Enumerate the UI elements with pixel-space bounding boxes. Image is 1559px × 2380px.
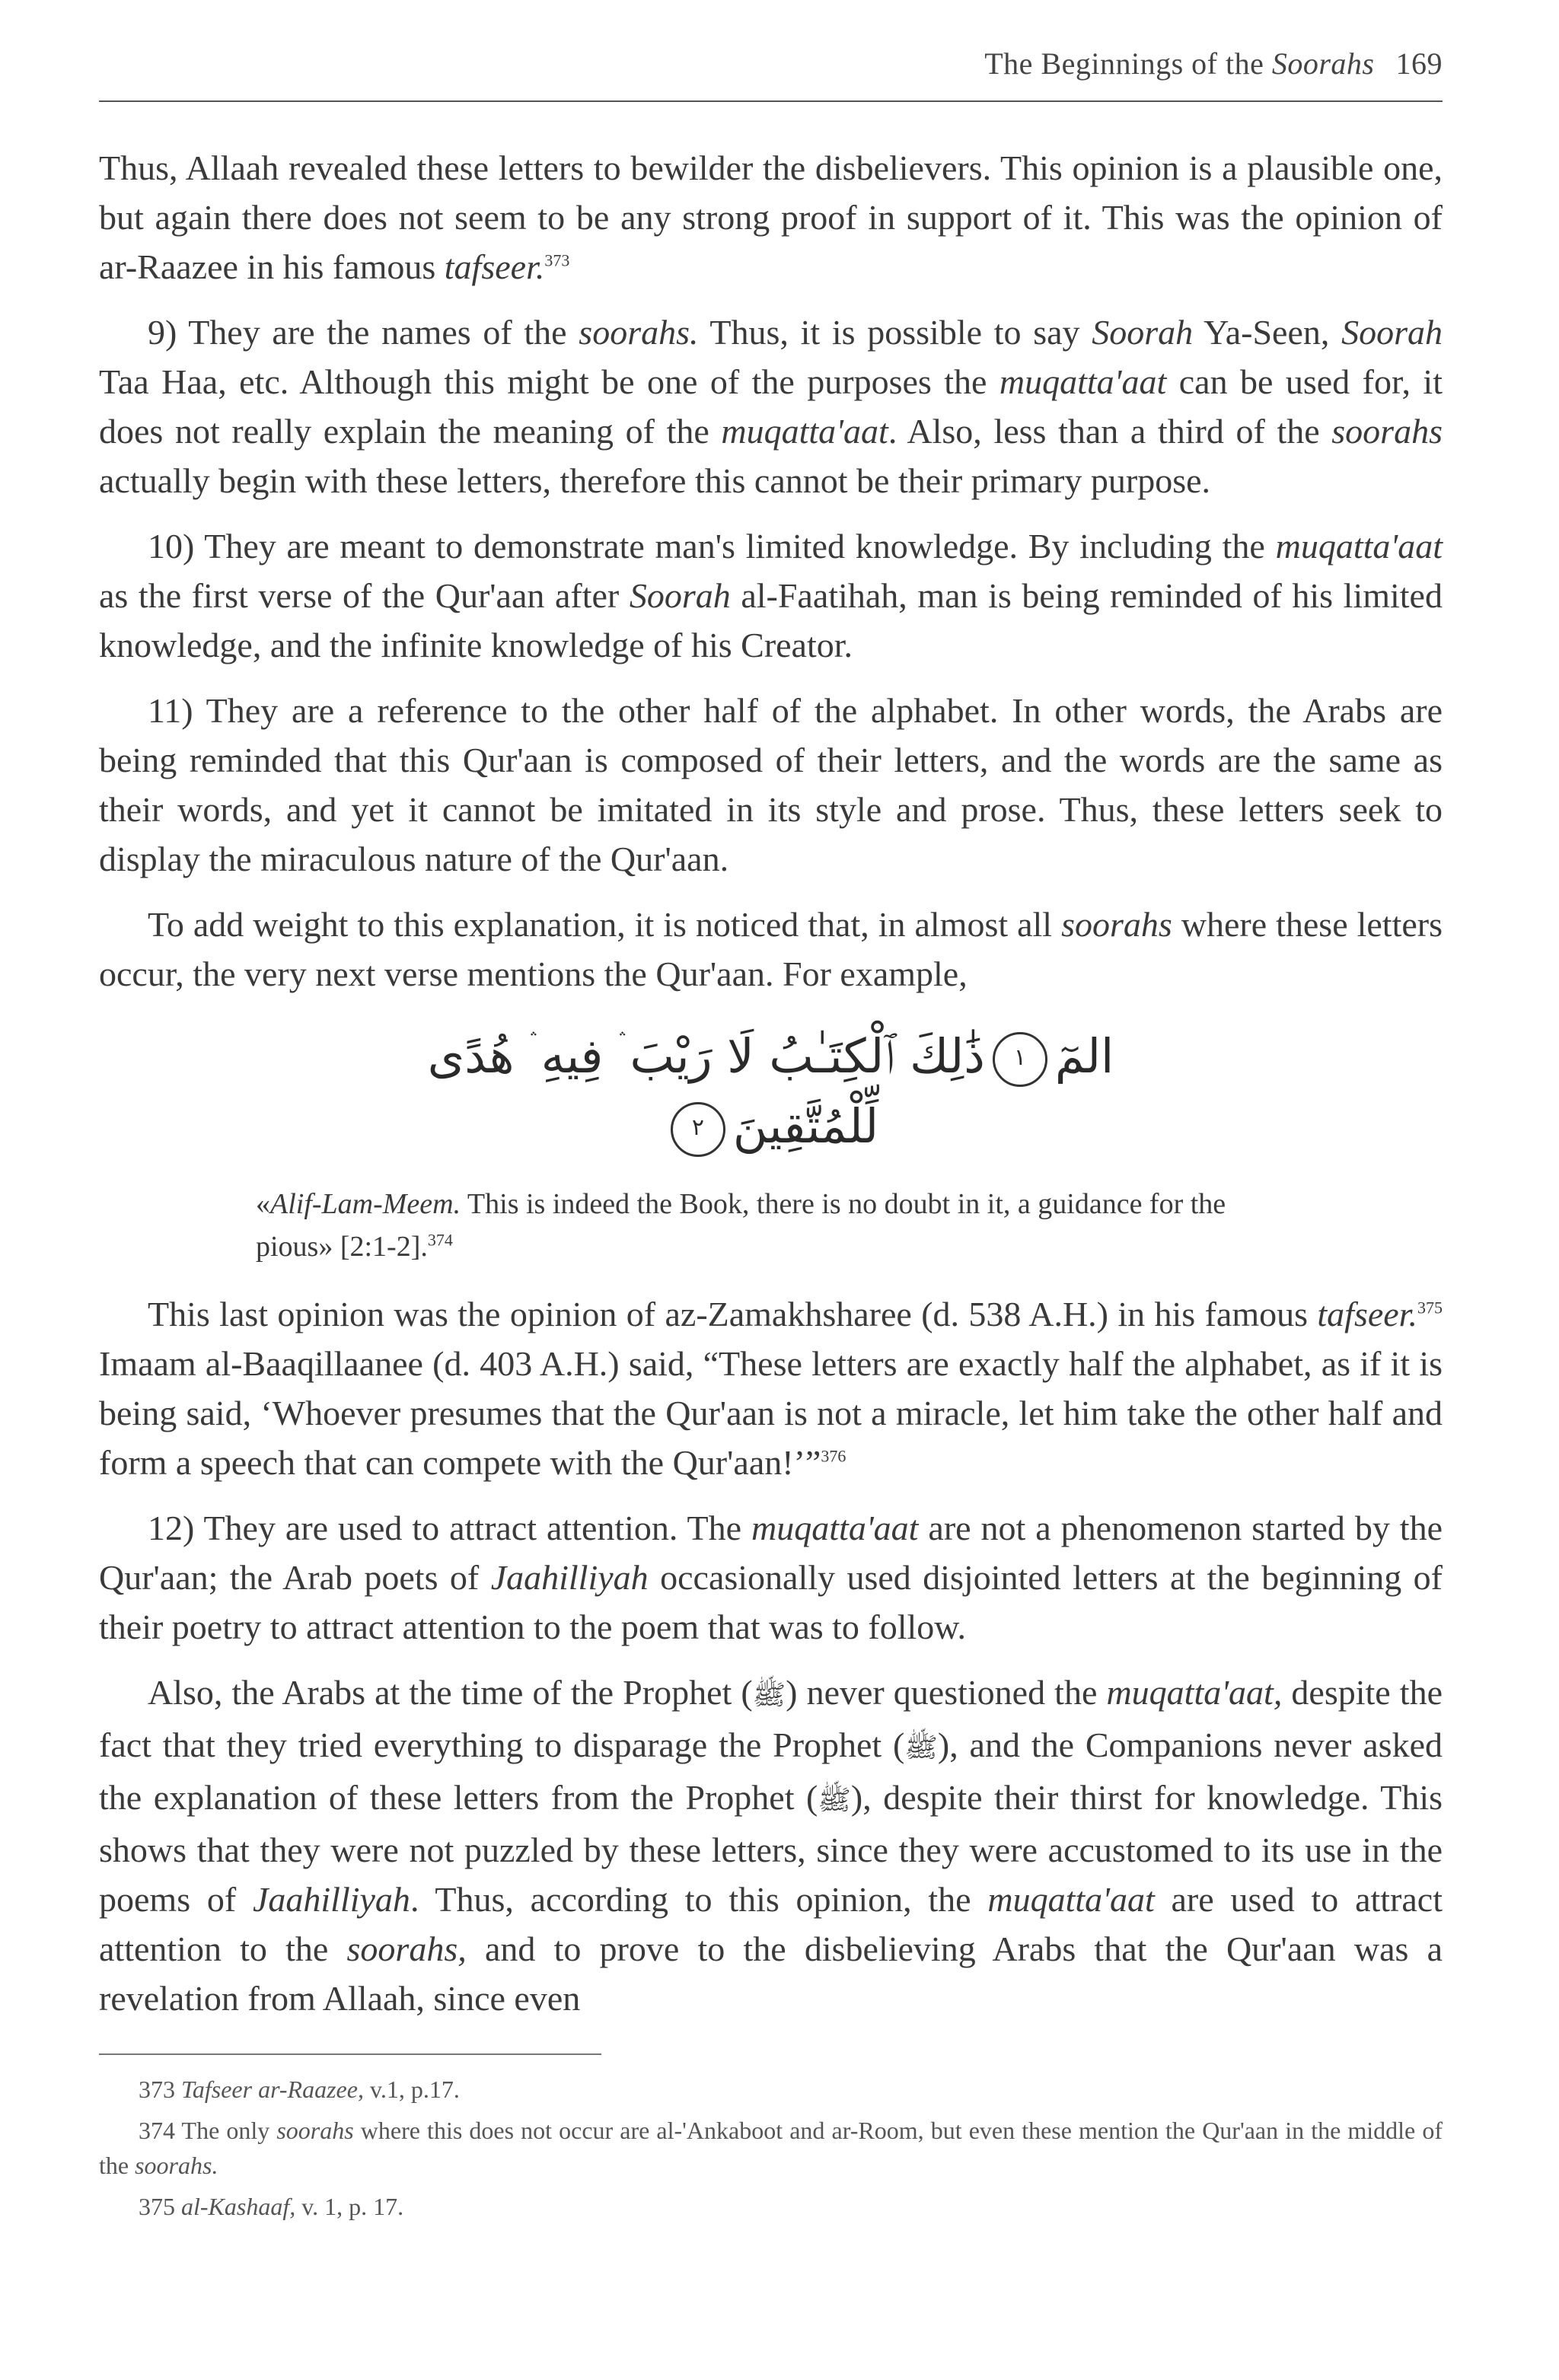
- text-run: are used to attract attention to the: [99, 1880, 1443, 1968]
- text-run: can be used for, it does not really explain the meaning of the: [99, 362, 1443, 451]
- arabic-verse-line-2: [99, 1091, 1443, 1161]
- text-run: 10) They are meant to demonstrate man's limited knowledge. By including the: [148, 527, 1276, 566]
- text-run: are not a phenomenon started by the Qur'aan; the Arab poets of: [99, 1509, 1443, 1597]
- salutation-symbol: ﷺ: [752, 1680, 786, 1711]
- italic-run: soorahs: [1331, 412, 1443, 451]
- paragraph-5: [99, 900, 1443, 999]
- verse-number-mark: ١: [993, 1032, 1047, 1087]
- salutation-symbol: ﷺ: [904, 1732, 938, 1763]
- footnote-ref: 375: [1417, 1298, 1443, 1317]
- paragraph-2: [99, 307, 1443, 505]
- paragraph-3: [99, 521, 1443, 670]
- italic-run: soorahs: [276, 2117, 354, 2144]
- quote-mark: «: [256, 1188, 270, 1220]
- text-run: where this does not occur are al-'Ankaboot and ar-Room, but even these mention the Qur'aan in the middle of the: [99, 2117, 1443, 2179]
- footnote-375: [99, 2189, 1443, 2224]
- text-run: . Thus, according to this opinion, the: [410, 1880, 988, 1919]
- text-run: Also, the Arabs at the time of the Prophet (: [148, 1673, 753, 1712]
- text-run: Imaam al-Baaqillaanee (d. 403 A.H.) said, “These letters are exactly half the alphabet, as if it is being said, ‘Whoever presumes that the Qur'aan is not a miracle, let him take the other half and form a speech that can compete with the Qur'aan!’”: [99, 1344, 1443, 1482]
- footnote-divider: [99, 2053, 601, 2055]
- italic-run: Jaahilliyah: [252, 1880, 410, 1919]
- text-run: where these letters occur, the very next verse mentions the Qur'aan. For example,: [99, 905, 1443, 993]
- salutation-symbol: ﷺ: [818, 1785, 851, 1816]
- footnote-number: 373: [139, 2076, 181, 2103]
- italic-run: soorahs: [1061, 905, 1172, 944]
- body-text: [99, 143, 1443, 2023]
- italic-run: soorahs.: [135, 2152, 218, 2179]
- arabic-verse: [99, 1021, 1443, 1161]
- italic-run: muqatta'aat,: [1106, 1673, 1283, 1712]
- paragraph-8: [99, 1668, 1443, 2023]
- italic-run: al-Kashaaf,: [181, 2193, 296, 2220]
- text-run: ) never questioned the: [786, 1673, 1107, 1712]
- footnotes: [99, 2072, 1443, 2224]
- italic-run: soorahs.: [579, 313, 699, 352]
- italic-run: Soorah: [1092, 313, 1194, 352]
- text-run: ), despite their thirst for knowledge. This shows that they were not puzzled by these letters, since they were accustomed to its use in the poems of: [99, 1778, 1443, 1919]
- italic-run: tafseer.: [1317, 1295, 1417, 1333]
- running-title-italic: Soorahs: [1271, 46, 1375, 81]
- italic-run: muqatta'aat: [721, 412, 888, 451]
- italic-run: Jaahilliyah: [490, 1558, 649, 1597]
- paragraph-6: [99, 1289, 1443, 1487]
- text-run: ), and the Companions never asked the explanation of these letters from the Prophet (: [99, 1725, 1443, 1817]
- footnote-ref: 373: [544, 250, 570, 270]
- text-run: This is indeed the Book, there is no doubt in it, a guidance for the pious» [2:1-2].: [256, 1188, 1226, 1263]
- text-run: Thus, Allaah revealed these letters to bewilder the disbelievers. This opinion is a plausible one, but again there does not seem to be any strong proof in support of it. This was the opinion of ar-Raazee in his famous: [99, 148, 1443, 286]
- text-run: This last opinion was the opinion of az-Zamakhsharee (d. 538 A.H.) in his famous: [148, 1295, 1318, 1333]
- arabic-text: ذَٰلِكَ ٱلْكِتَـٰبُ لَا رَيْبَ ۛ فِيهِ ۛ هُدًى: [427, 1028, 985, 1084]
- footnote-ref: 376: [821, 1446, 846, 1466]
- paragraph-7: [99, 1503, 1443, 1652]
- text-run: v.1, p.17.: [363, 2076, 460, 2103]
- verse-translation: [256, 1183, 1298, 1268]
- paragraph-1: [99, 143, 1443, 292]
- text-run: 11) They are a reference to the other half of the alphabet. In other words, the Arabs are being reminded that this Qur'aan is composed of their letters, and the words are the same as their words, and yet it cannot be imitated in its style and prose. Thus, these letters seek to display the miraculous nature of the Qur'aan.: [99, 691, 1443, 878]
- footnote-number: 374: [139, 2117, 182, 2144]
- text-run: actually begin with these letters, therefore this cannot be their primary purpose.: [99, 461, 1211, 500]
- text-run: occasionally used disjointed letters at the beginning of their poetry to attract attention to the poem that was to follow.: [99, 1558, 1443, 1646]
- italic-run: Soorah: [629, 576, 731, 615]
- running-title-text: The Beginnings of the: [984, 46, 1272, 81]
- text-run: and to prove to the disbelieving Arabs that the Qur'aan was a revelation from Allaah, since even: [99, 1929, 1443, 2018]
- footnote-373: [99, 2072, 1443, 2107]
- text-run: Taa Haa, etc. Although this might be one of the purposes the: [99, 362, 999, 401]
- footnote-374: [99, 2113, 1443, 2183]
- italic-run: muqatta'aat: [1275, 527, 1443, 566]
- running-header: [99, 46, 1443, 102]
- text-run: 9) They are the names of the: [148, 313, 579, 352]
- verse-number-mark: ٢: [671, 1102, 725, 1157]
- text-run: despite the fact that they tried everything to disparage the Prophet (: [99, 1673, 1443, 1764]
- text-run: . Also, less than a third of the: [888, 412, 1332, 451]
- arabic-text: المٓ: [1054, 1028, 1114, 1084]
- arabic-text: لِّلْمُتَّقِينَ: [732, 1098, 879, 1154]
- italic-run: tafseer.: [444, 247, 545, 286]
- text-run: Thus, it is possible to say: [698, 313, 1092, 352]
- text-run: al-Faatihah, man is being reminded of his limited knowledge, and the infinite knowledge of his Creator.: [99, 576, 1443, 664]
- text-run: as the first verse of the Qur'aan after: [99, 576, 630, 615]
- text-run: The only: [181, 2117, 277, 2144]
- text-run: v. 1, p. 17.: [295, 2193, 404, 2220]
- text-run: To add weight to this explanation, it is noticed that, in almost all: [148, 905, 1062, 944]
- paragraph-4: [99, 686, 1443, 884]
- text-run: Ya-Seen,: [1193, 313, 1342, 352]
- page-number: 169: [1395, 46, 1443, 81]
- italic-run: soorahs,: [346, 1929, 467, 1968]
- book-page: [99, 46, 1443, 2230]
- italic-run: Soorah: [1341, 313, 1443, 352]
- italic-run: muqatta'aat: [999, 362, 1167, 401]
- italic-run: muqatta'aat: [751, 1509, 919, 1547]
- footnote-ref: 374: [427, 1230, 453, 1250]
- footnote-number: 375: [139, 2193, 181, 2220]
- italic-run: Alif-Lam-Meem.: [270, 1188, 461, 1220]
- running-title: [984, 46, 1374, 81]
- italic-run: muqatta'aat: [987, 1880, 1155, 1919]
- italic-run: Tafseer ar-Raazee,: [181, 2076, 364, 2103]
- arabic-verse-line-1: [99, 1021, 1443, 1091]
- text-run: 12) They are used to attract attention. The: [148, 1509, 752, 1547]
